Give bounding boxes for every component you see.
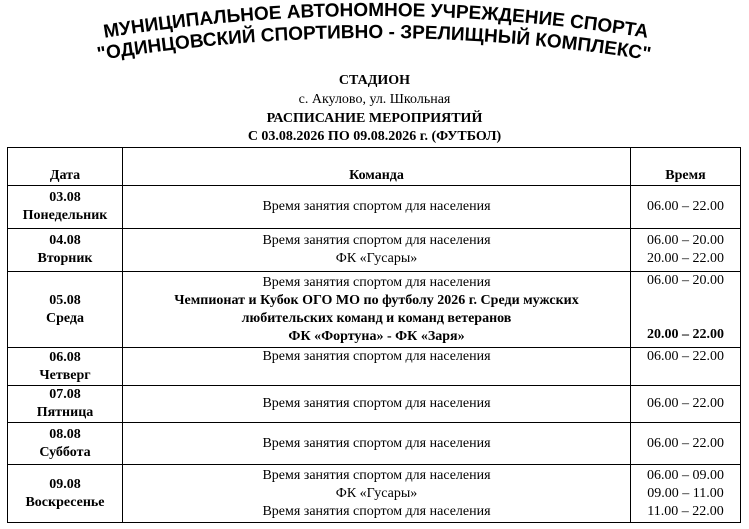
date-cell bbox=[8, 386, 123, 423]
time-value: 11.00 – 22.00 bbox=[647, 503, 724, 519]
event-cell bbox=[123, 465, 631, 523]
match-teams: ФК «Фортуна» - ФК «Заря» bbox=[288, 328, 465, 344]
table-row bbox=[8, 423, 741, 465]
date-cell bbox=[8, 272, 123, 348]
event-text: Время занятия спортом для населения bbox=[262, 503, 491, 519]
event-text: ФК «Гусары» bbox=[335, 485, 418, 501]
date-cell bbox=[8, 186, 123, 229]
time-value: 06.00 – 22.00 bbox=[647, 349, 724, 364]
event-text: Время занятия спортом для населения bbox=[262, 396, 491, 411]
date-value: 09.08 bbox=[49, 476, 81, 492]
date-value: 05.08 bbox=[49, 292, 81, 308]
weekday: Воскресенье bbox=[25, 494, 105, 510]
date-value: 03.08 bbox=[49, 190, 81, 205]
date-value: 08.08 bbox=[49, 426, 81, 442]
time-cell bbox=[631, 272, 741, 348]
event-text: Время занятия спортом для населения bbox=[262, 435, 491, 451]
event-cell bbox=[123, 348, 631, 386]
time-value: 06.00 – 22.00 bbox=[647, 435, 724, 451]
schedule-title: РАСПИСАНИЕ МЕРОПРИЯТИЙ bbox=[266, 111, 483, 126]
time-value: 09.00 – 11.00 bbox=[647, 485, 724, 501]
venue-title: СТАДИОН bbox=[338, 73, 411, 88]
time-value: 06.00 – 22.00 bbox=[647, 199, 724, 214]
organization-logo-text bbox=[0, 0, 749, 72]
table-row bbox=[8, 272, 741, 348]
time-cell bbox=[631, 465, 741, 523]
event-text: Время занятия спортом для населения bbox=[262, 467, 491, 483]
event-cell bbox=[123, 386, 631, 423]
time-cell bbox=[631, 348, 741, 386]
date-cell bbox=[8, 423, 123, 465]
time-cell bbox=[631, 423, 741, 465]
column-header-time: Время bbox=[631, 148, 741, 186]
weekday: Пятница bbox=[36, 405, 94, 420]
schedule-table bbox=[7, 147, 741, 523]
time-value: 20.00 – 22.00 bbox=[647, 327, 724, 342]
weekday: Среда bbox=[45, 310, 84, 326]
org-name-line1: МУНИЦИПАЛЬНОЕ АВТОНОМНОЕ УЧРЕЖДЕНИЕ СПОРТА bbox=[102, 0, 650, 43]
table-row bbox=[8, 465, 741, 523]
column-header-date: Дата bbox=[8, 148, 123, 186]
column-header-team: Команда bbox=[123, 148, 631, 186]
event-cell bbox=[123, 272, 631, 348]
event-cell bbox=[123, 186, 631, 229]
date-cell bbox=[8, 348, 123, 386]
date-cell bbox=[8, 229, 123, 272]
time-cell bbox=[631, 229, 741, 272]
event-text: ФК «Гусары» bbox=[335, 251, 418, 266]
weekday: Четверг bbox=[39, 367, 91, 383]
event-cell bbox=[123, 229, 631, 272]
time-value: 06.00 – 09.00 bbox=[647, 467, 724, 483]
time-cell bbox=[631, 386, 741, 423]
event-text: Время занятия спортом для населения bbox=[262, 199, 491, 214]
venue-address: с. Акулово, ул. Школьная bbox=[298, 92, 451, 107]
time-value: 06.00 – 20.00 bbox=[647, 273, 724, 288]
event-text: Время занятия спортом для населения bbox=[262, 274, 491, 290]
table-row bbox=[8, 229, 741, 272]
table-row bbox=[8, 348, 741, 386]
table-row bbox=[8, 386, 741, 423]
event-text: Время занятия спортом для населения bbox=[262, 233, 491, 248]
weekday: Понедельник bbox=[22, 208, 108, 223]
event-text: Время занятия спортом для населения bbox=[262, 349, 491, 364]
date-value: 07.08 bbox=[49, 387, 81, 402]
table-row bbox=[8, 186, 741, 229]
weekday: Суббота bbox=[39, 444, 91, 460]
date-cell bbox=[8, 465, 123, 523]
org-name-line2: "ОДИНЦОВСКИЙ СПОРТИВНО - ЗРЕЛИЩНЫЙ КОМПЛЕКС" bbox=[95, 21, 653, 66]
weekday: Вторник bbox=[37, 251, 93, 266]
event-cell bbox=[123, 423, 631, 465]
time-value: 06.00 – 22.00 bbox=[647, 396, 724, 411]
championship-title: Чемпионат и Кубок ОГО МО по футболу 2026 г. Среди мужских любительских команд и команд ветеранов bbox=[174, 292, 579, 326]
schedule-period: С 03.08.2026 ПО 09.08.2026 г. (ФУТБОЛ) bbox=[247, 129, 502, 144]
date-value: 04.08 bbox=[49, 233, 81, 248]
date-value: 06.08 bbox=[49, 349, 81, 365]
time-value: 06.00 – 20.00 bbox=[647, 233, 724, 248]
time-value: 20.00 – 22.00 bbox=[647, 251, 724, 266]
table-header-row bbox=[8, 148, 741, 186]
time-cell bbox=[631, 186, 741, 229]
